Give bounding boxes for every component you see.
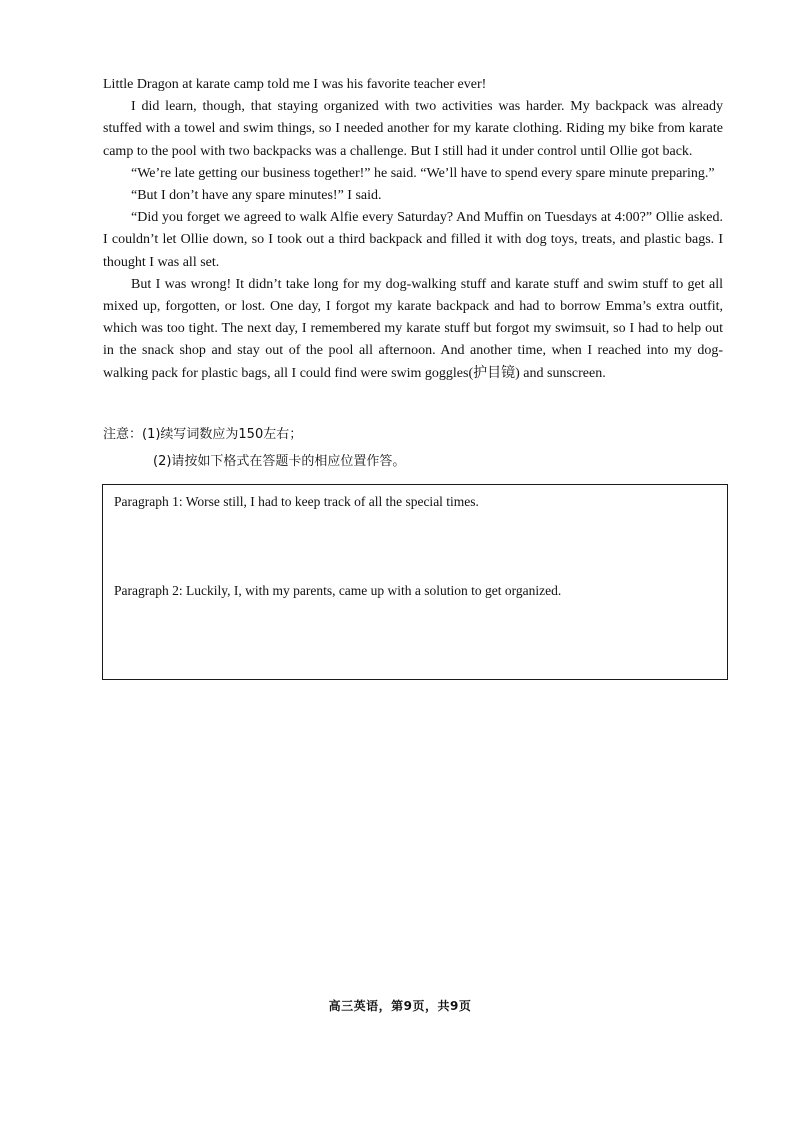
story-paragraph: I did learn, though, that staying organized with two activities was harder. My backpack was already stuffed with a towel and swim things, so I needed another for my karate clothing. Riding my bike from karate camp to the pool with two backpacks was a challenge. But I still had it under control until Ollie got back. [103, 99, 723, 159]
paragraph-1-prompt: Paragraph 1: Worse still, I had to keep track of all the special times. [114, 494, 479, 509]
story-paragraph: But I was wrong! It didn’t take long for my dog-walking stuff and karate stuff and swim stuff to get all mixed up, forgotten, or lost. One day, I forgot my karate backpack and had to borrow Emma’s extra outfit, which was too tight. The next day, I remembered my karate stuff but forgot my swimsuit, so I had to help out in the snack shop and stay out of the pool all afternoon. And another time, when I reached into my dog-walking pack for plastic bags, all I could find were swim goggles(护目镜) and sunscreen. [103, 276, 723, 381]
instruction-note-1: 注意：(1)续写词数应为150左右； [103, 427, 303, 442]
story-paragraph: “But I don’t have any spare minutes!” I said. [131, 188, 382, 204]
paragraph-2-prompt: Paragraph 2: Luckily, I, with my parents, came up with a solution to get organized. [114, 583, 562, 598]
page-footer: 高三英语，第9页，共9页 [328, 999, 472, 1013]
story-paragraph: Little Dragon at karate camp told me I was his favorite teacher ever! [103, 77, 487, 92]
instructions [103, 424, 723, 473]
story-text [103, 74, 723, 385]
story-paragraph: “We’re late getting our business together!” he said. “We’ll have to spend every spare minute preparing.” [131, 165, 715, 181]
story-paragraph: “Did you forget we agreed to walk Alfie every Saturday? And Muffin on Tuesdays at 4:00?” Ollie asked. I couldn’t let Ollie down, so I took out a third backpack and filled it with dog toys, treats, and plastic bags. I thought I was all set. [103, 210, 723, 270]
answer-box [102, 484, 728, 680]
instruction-note-2: (2)请按如下格式在答题卡的相应位置作答。 [153, 454, 406, 469]
